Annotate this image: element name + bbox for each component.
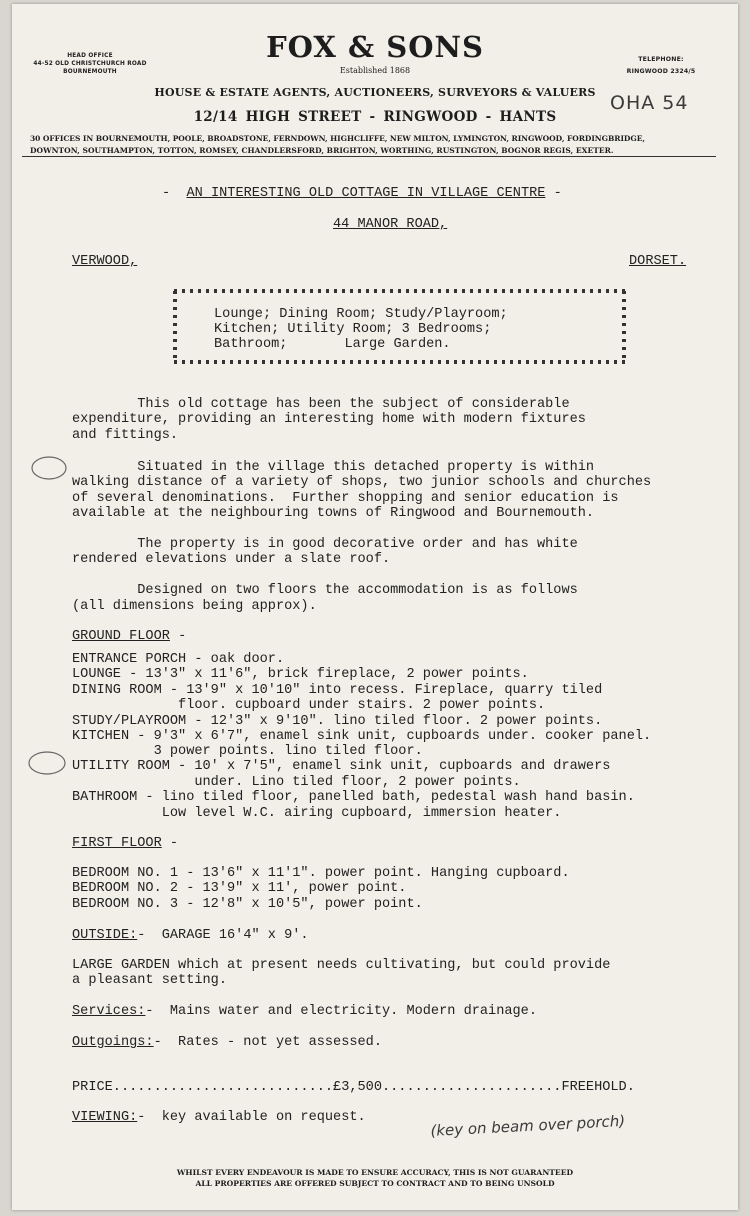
bedroom-3: BEDROOM NO. 3 - 12'8" x 10'5", power point. — [72, 897, 423, 912]
head-office-address-2: BOURNEMOUTH — [63, 69, 117, 75]
document-page — [12, 4, 738, 1210]
summary-box — [172, 288, 627, 365]
headline-row — [162, 186, 562, 201]
price-line: PRICE...........................£3,500......................FREEHOLD. — [72, 1080, 635, 1095]
head-office-label: HEAD OFFICE — [67, 53, 113, 59]
outside-heading: OUTSIDE: — [72, 928, 138, 943]
utility-room-cont: under. Lino tiled floor, 2 power points. — [72, 775, 521, 790]
county: DORSET. — [629, 254, 687, 269]
study-playroom: STUDY/PLAYROOM - 12'3" x 9'10". lino tiled floor. 2 power points. — [72, 714, 603, 729]
dining-room: DINING ROOM - 13'9" x 10'10" into recess. Fireplace, quarry tiled — [72, 683, 603, 698]
viewing-text: - key available on request. — [137, 1110, 366, 1125]
bathroom: BATHROOM - lino tiled floor, panelled bath, pedestal wash hand basin. — [72, 790, 635, 805]
services-text: - Mains water and electricity. Modern drainage. — [145, 1004, 537, 1019]
handwritten-reference: OHA 54 — [610, 92, 689, 114]
dining-room-cont: floor. cupboard under stairs. 2 power points. — [72, 698, 546, 713]
first-floor-heading: FIRST FLOOR — [72, 836, 162, 851]
services-line: HOUSE & ESTATE AGENTS, AUCTIONEERS, SURVEYORS & VALUERS — [154, 86, 596, 99]
para-2-line-2: walking distance of a variety of shops, two junior schools and churches — [72, 475, 652, 490]
first-floor-dash: - — [161, 836, 179, 851]
outgoings-row — [72, 1035, 382, 1050]
disclaimer — [12, 1167, 738, 1189]
viewing-heading: VIEWING: — [72, 1110, 138, 1125]
letterhead-rule — [22, 156, 716, 157]
hole-punch-mark-1 — [28, 453, 72, 483]
bathroom-cont: Low level W.C. airing cupboard, immersion heater. — [72, 806, 562, 821]
services-heading: Services: — [72, 1004, 146, 1019]
outgoings-text: - Rates - not yet assessed. — [153, 1035, 382, 1050]
street-address: 44 MANOR ROAD, — [333, 217, 448, 232]
para-1-line-3: and fittings. — [72, 428, 179, 443]
telephone-number: RINGWOOD 2324/5 — [626, 68, 696, 75]
para-2-line-1: Situated in the village this detached property is within — [72, 460, 595, 475]
lounge: LOUNGE - 13'3" x 11'6", brick fireplace, 2 power points. — [72, 667, 529, 682]
headline: AN INTERESTING OLD COTTAGE IN VILLAGE CENTRE — [186, 186, 546, 201]
telephone-block — [606, 54, 716, 78]
utility-room: UTILITY ROOM - 10' x 7'5", enamel sink unit, cupboards and drawers — [72, 759, 611, 774]
kitchen: KITCHEN - 9'3" x 6'7", enamel sink unit, cupboards under. cooker panel. — [72, 729, 652, 744]
address-line: 12/14 HIGH STREET - RINGWOOD - HANTS — [193, 109, 557, 125]
offices-line-1: 30 OFFICES IN BOURNEMOUTH, POOLE, BROADSTONE, FERNDOWN, HIGHCLIFFE, NEW MILTON, LYMINGTON, RINGWOOD, FORDINGBRIDGE, — [30, 134, 645, 143]
offices-line-2: DOWNTON, SOUTHAMPTON, TOTTON, ROMSEY, CHANDLERSFORD, BRIGHTON, WORTHING, RUSTINGTON, BOGNOR REGIS, EXETER. — [30, 146, 614, 155]
headline-dash-left: - — [162, 186, 171, 201]
kitchen-cont: 3 power points. lino tiled floor. — [72, 744, 423, 759]
summary-line-2: Kitchen; Utility Room; 3 Bedrooms; — [214, 322, 492, 337]
summary-line-1: Lounge; Dining Room; Study/Playroom; — [214, 307, 508, 322]
para-2-line-4: available at the neighbouring towns of Ringwood and Bournemouth. — [72, 506, 595, 521]
bedroom-2: BEDROOM NO. 2 - 13'9" x 11', power point. — [72, 881, 407, 896]
handwritten-note: (key on beam over porch) — [430, 1111, 626, 1140]
para-1-line-1: This old cottage has been the subject of considerable — [72, 397, 570, 412]
viewing-row — [72, 1110, 366, 1125]
outgoings-heading: Outgoings: — [72, 1035, 154, 1050]
established-date: Established 1868 — [339, 66, 411, 75]
town: VERWOOD, — [72, 254, 138, 269]
company-name: FOX & SONS — [266, 30, 484, 64]
para-3-line-1: The property is in good decorative order and has white — [72, 537, 578, 552]
entrance-porch: ENTRANCE PORCH - oak door. — [72, 652, 285, 667]
para-3-line-2: rendered elevations under a slate roof. — [72, 552, 391, 567]
disclaimer-line-2: ALL PROPERTIES ARE OFFERED SUBJECT TO CONTRACT AND TO BEING UNSOLD — [195, 1179, 555, 1188]
garden-line-2: a pleasant setting. — [72, 973, 227, 988]
ground-floor-heading: GROUND FLOOR — [72, 629, 170, 644]
para-4-line-2: (all dimensions being approx). — [72, 599, 317, 614]
hole-punch-mark-2 — [24, 748, 70, 778]
para-2-line-3: of several denominations. Further shopping and senior education is — [72, 491, 619, 506]
ground-floor-heading-row — [72, 629, 186, 644]
outside-row — [72, 928, 309, 943]
services-row — [72, 1004, 537, 1019]
outside-text: - GARAGE 16'4" x 9'. — [137, 928, 309, 943]
para-1-line-2: expenditure, providing an interesting home with modern fixtures — [72, 412, 586, 427]
bedroom-1: BEDROOM NO. 1 - 13'6" x 11'1". power point. Hanging cupboard. — [72, 866, 570, 881]
garden-line-1: LARGE GARDEN which at present needs cultivating, but could provide — [72, 958, 611, 973]
head-office-address-1: 44-52 OLD CHRISTCHURCH ROAD — [33, 61, 147, 67]
summary-line-3: Bathroom; Large Garden. — [214, 337, 451, 352]
ground-floor-dash: - — [169, 629, 187, 644]
para-4-line-1: Designed on two floors the accommodation is as follows — [72, 583, 578, 598]
telephone-label: TELEPHONE: — [638, 56, 684, 63]
headline-dash-right: - — [553, 186, 562, 201]
disclaimer-line-1: WHILST EVERY ENDEAVOUR IS MADE TO ENSURE ACCURACY, THIS IS NOT GUARANTEED — [176, 1168, 574, 1177]
first-floor-heading-row — [72, 836, 178, 851]
